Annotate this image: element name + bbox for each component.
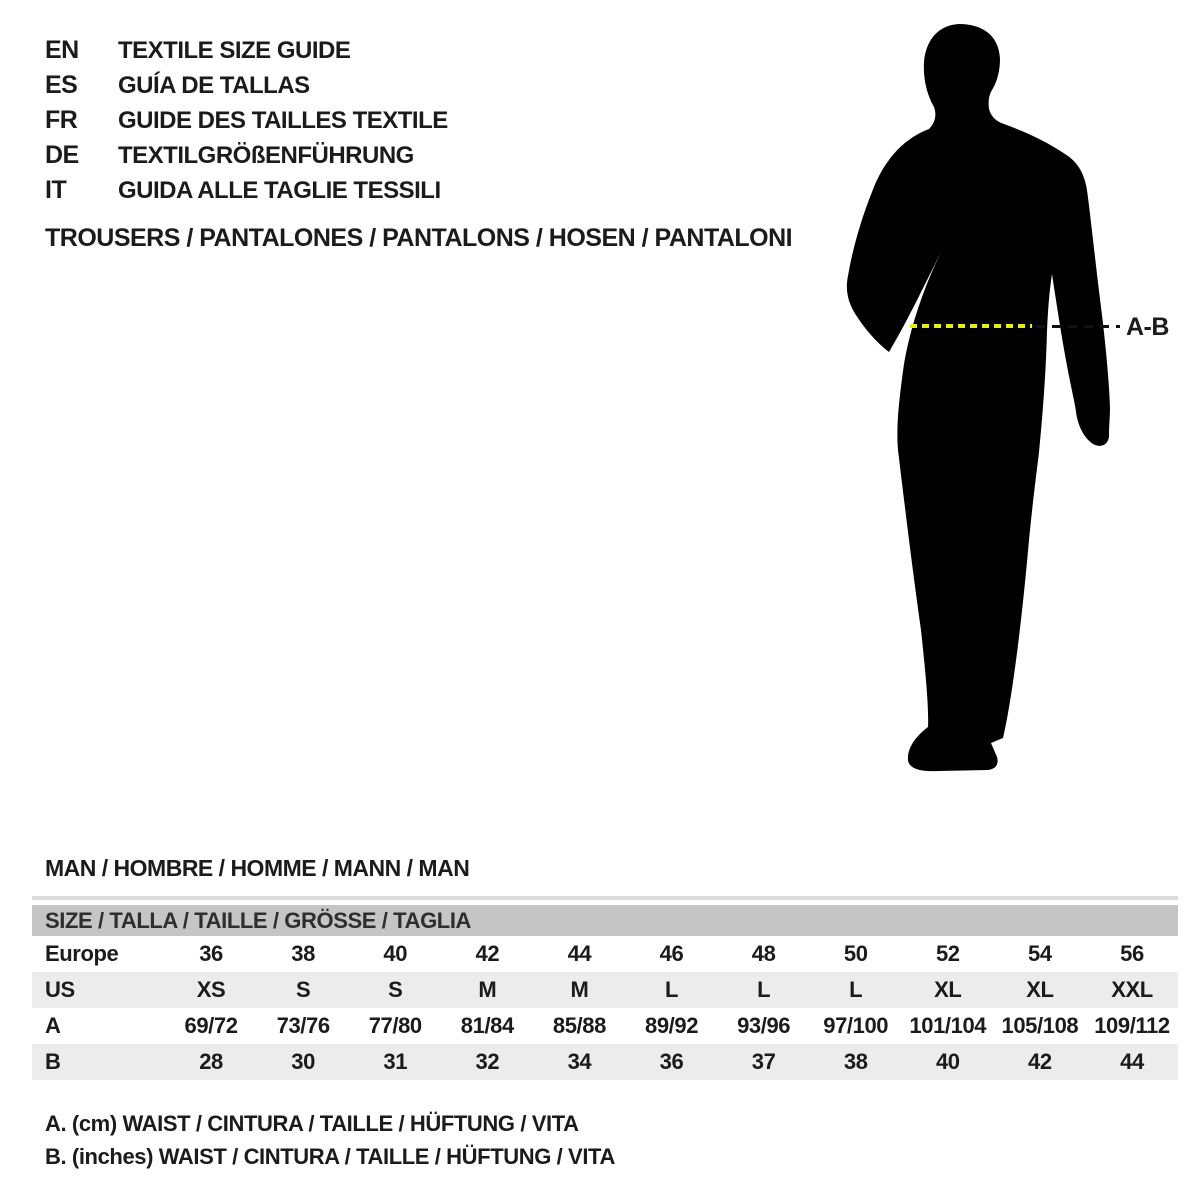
row-label: A [45,1013,61,1038]
row-label: US [45,977,75,1002]
size-cell: 34 [567,1049,592,1074]
table-row-b-inches [32,1044,1178,1080]
size-cell: L [757,977,771,1002]
size-cell: 97/100 [823,1013,889,1038]
size-cell: 28 [199,1049,223,1074]
language-row-en [45,33,448,68]
size-cell: 38 [291,941,315,966]
language-row-de [45,138,448,173]
size-cell: 85/88 [552,1013,606,1038]
footnote-a-cm: A. (cm) WAIST / CINTURA / TAILLE / HÜFTUNG / VITA [45,1111,579,1136]
size-cell: 44 [567,941,592,966]
table-top-rule [32,896,1178,900]
size-cell: M [570,977,589,1002]
size-cell: 42 [1028,1049,1052,1074]
table-row-a-cm [32,1008,1178,1044]
size-cell: 81/84 [460,1013,514,1038]
language-guide-title: TEXTILGRÖßENFÜHRUNG [118,141,414,169]
size-cell: S [296,977,311,1002]
man-silhouette-figure [843,22,1163,782]
table-row-europe [32,936,1178,972]
size-cell: XL [1026,977,1054,1002]
size-cell: 69/72 [184,1013,238,1038]
size-cell: 42 [475,941,500,966]
language-guide-title: GUIDA ALLE TAGLIE TESSILI [118,176,441,204]
size-cell: S [388,977,403,1002]
size-cell: 36 [199,941,223,966]
size-cell: XXL [1111,977,1153,1002]
size-cell: 38 [843,1049,868,1074]
language-guide-title: GUIDE DES TAILLES TEXTILE [118,106,448,134]
language-code: EN [45,36,79,64]
language-row-it [45,173,448,208]
waist-measure-dotted-line [910,324,1032,328]
language-code: IT [45,176,67,204]
size-cell: 105/108 [1001,1013,1079,1038]
language-row-fr [45,103,448,138]
size-cell: 40 [383,941,408,966]
gender-section-title: MAN / HOMBRE / HOMME / MANN / MAN [45,855,470,881]
language-code: ES [45,71,78,99]
size-cell: 93/96 [737,1013,791,1038]
size-cell: 101/104 [909,1013,987,1038]
size-cell: XS [196,977,226,1002]
size-cell: 44 [1120,1049,1144,1074]
row-label: B [45,1049,61,1074]
size-cell: L [664,977,679,1002]
size-cell: 73/76 [276,1013,330,1038]
language-row-es [45,68,448,103]
size-cell: 37 [751,1049,776,1074]
size-cell: 32 [475,1049,500,1074]
size-cell: 30 [291,1049,315,1074]
footnote-b-inches: B. (inches) WAIST / CINTURA / TAILLE / HÜFTUNG / VITA [45,1144,615,1169]
table-row-us [32,972,1178,1008]
size-cell: 46 [659,941,684,966]
size-cell: L [849,977,863,1002]
row-label: Europe [45,941,119,966]
size-cell: 31 [383,1049,408,1074]
size-cell: 36 [659,1049,684,1074]
garment-type-title: TROUSERS / PANTALONES / PANTALONS / HOSEN / PANTALONI [45,224,793,252]
size-cell: 40 [935,1049,960,1074]
language-code: FR [45,106,78,134]
size-cell: 77/80 [368,1013,422,1038]
size-table-header: SIZE / TALLA / TAILLE / GRÖSSE / TAGLIA [32,905,1178,936]
size-cell: 48 [751,941,776,966]
size-cell: 52 [935,941,960,966]
size-cell: M [478,977,497,1002]
language-guide-title: GUÍA DE TALLAS [118,71,310,99]
size-cell: XL [934,977,962,1002]
language-list [45,33,448,208]
size-cell: 50 [843,941,868,966]
size-cell: 54 [1028,941,1052,966]
size-table [32,896,1178,1080]
waist-measure-dashed-line [1036,325,1120,328]
size-cell: 89/92 [644,1013,699,1038]
size-table-body [32,936,1178,1080]
size-cell: 109/112 [1094,1013,1170,1038]
language-code: DE [45,141,79,169]
size-cell: 56 [1120,941,1144,966]
waist-measure-label: A-B [1126,313,1169,341]
language-guide-title: TEXTILE SIZE GUIDE [118,36,351,64]
